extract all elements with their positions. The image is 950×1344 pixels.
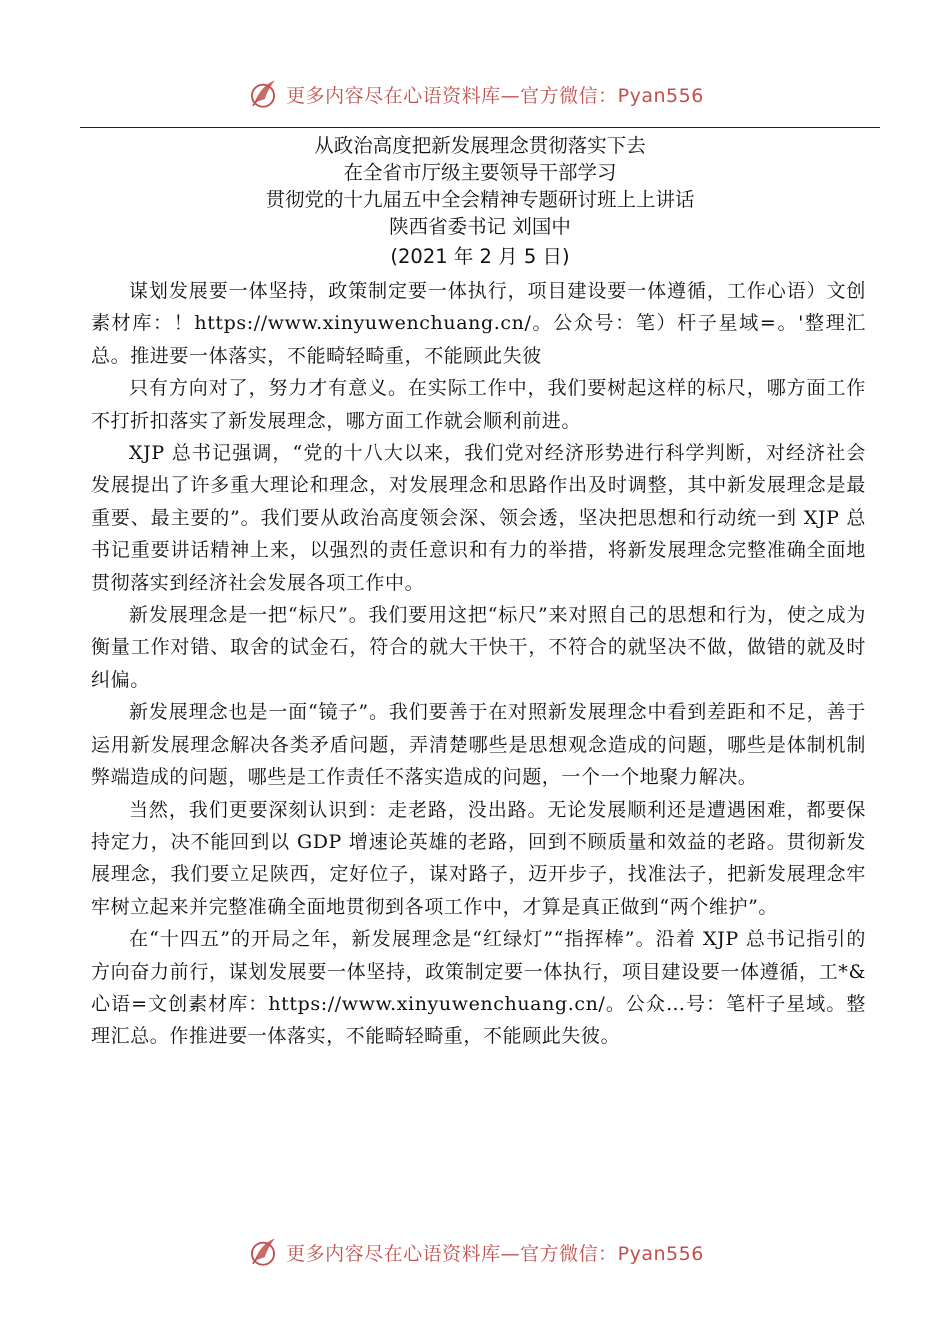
title-line-2: 在全省市厅级主要领导干部学习 [343,161,617,184]
header-watermark [0,76,950,112]
footer-watermark [0,1234,950,1270]
paragraph: 只有方向对了，努力才有意义。在实际工作中，我们要树起这样的标尺，哪方面工作不打折扣落实了新发展理念，哪方面工作就会顺利前进。 [91,377,866,432]
watermark-text: 更多内容尽在心语资料库—官方微信：Pyan556 [286,84,704,107]
watermark-text: 更多内容尽在心语资料库—官方微信：Pyan556 [286,1242,704,1265]
stylized-pen-logo-icon [246,77,280,111]
paragraph: 当然，我们更要深刻认识到：走老路，没出路。无论发展顺利还是遭遇困难，都要保持定力，决不能回到以 GDP 增速论英雄的老路，回到不顾质量和效益的老路。贯彻新发展理念，我们要立足陕西，定好位子，谋对路子，迈开步子，找准法子，把新发展理念牢牢树立起来并完整准确全面地贯彻到各项工作中，才算是真正做到“两个维护”。 [91,798,866,918]
stylized-pen-logo-icon [246,1235,280,1269]
paragraph: 在“十四五”的开局之年，新发展理念是“红绿灯”“指挥棒”。沿着 XJP 总书记指引的方向奋力前行，谋划发展要一体坚持，政策制定要一体执行，项目建设要一体遵循，工*&心语=文创素材库：https://www.xinyuwenchuang.cn/。公众…号：笔杆子星域。整理汇总。作推进要一体落实，不能畸轻畸重，不能顾此失彼。 [91,928,866,1048]
title-date: (2021 年 2 月 5 日) [390,245,570,268]
paragraph: 新发展理念是一把“标尺”。我们要用这把“标尺”来对照自己的思想和行为，使之成为衡量工作对错、取舍的试金石，符合的就大干快干，不符合的就坚决不做，做错的就及时纠偏。 [91,604,866,691]
header-divider [80,127,880,128]
title-line-1: 从政治高度把新发展理念贯彻落实下去 [314,134,646,157]
title-line-3: 贯彻党的十九届五中全会精神专题研讨班上上讲话 [265,188,695,211]
title-author: 陕西省委书记 刘国中 [389,215,571,238]
paragraph: 新发展理念也是一面“镜子”。我们要善于在对照新发展理念中看到差距和不足，善于运用新发展理念解决各类矛盾问题，弄清楚哪些是思想观念造成的问题，哪些是体制机制弊端造成的问题，哪些是工作责任不落实造成的问题，一个一个地聚力解决。 [91,701,866,789]
paragraph: XJP 总书记强调，“党的十八大以来，我们党对经济形势进行科学判断，对经济社会发展提出了许多重大理论和理念，对发展理念和思路作出及时调整，其中新发展理念是最重要、最主要的”。我们要从政治高度领会深、领会透，坚决把思想和行动统一到 XJP 总书记重要讲话精神上来，以强烈的责任意识和有力的举措，将新发展理念完整准确全面地贯彻落实到经济社会发展各项工作中。 [91,442,866,594]
document-title [80,132,880,270]
paragraph: 谋划发展要一体坚持，政策制定要一体执行，项目建设要一体遵循，工作心语）文创素材库：！https://www.xinyuwenchuang.cn/。公众号：笔）杆子星域=。'整理汇总。推进要一体落实，不能畸轻畸重，不能顾此失彼 [91,280,866,367]
document-body [91,275,866,1053]
